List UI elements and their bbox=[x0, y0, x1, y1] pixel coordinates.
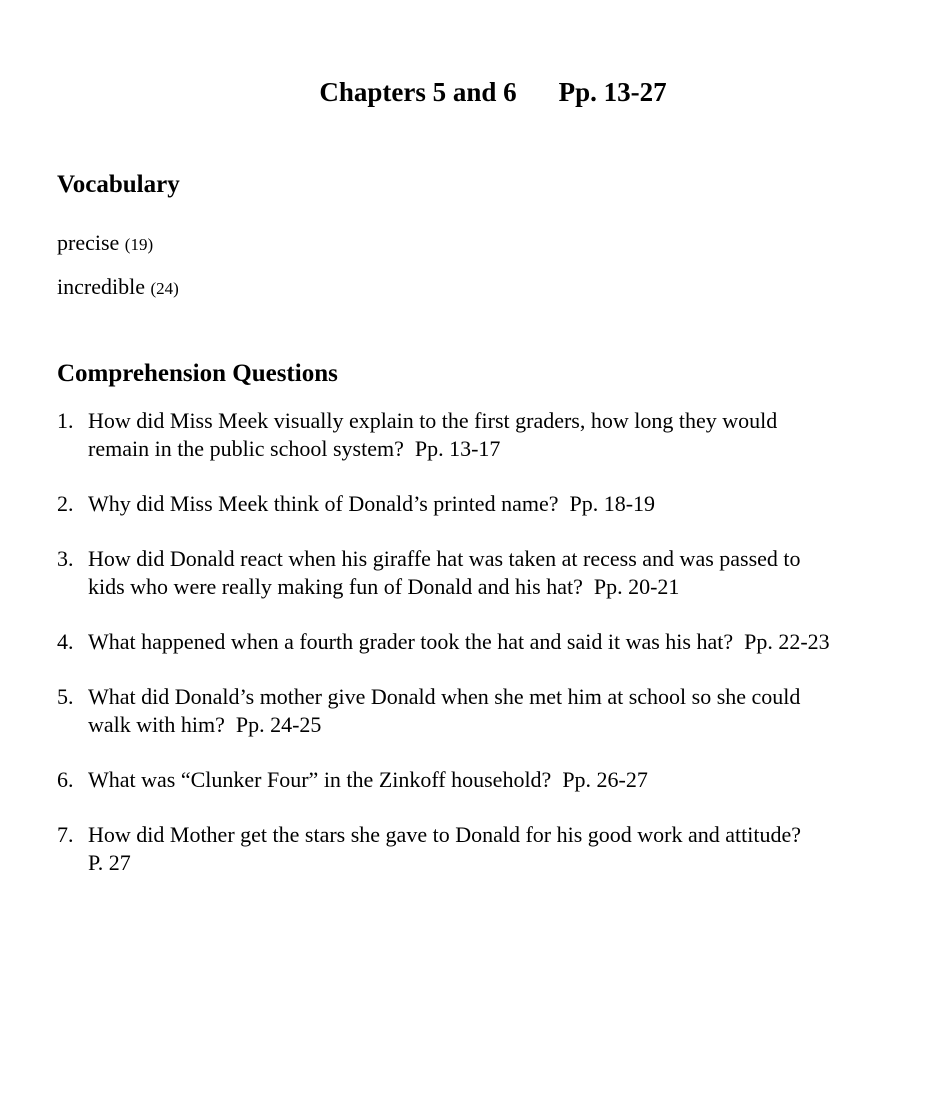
question-number: 6. bbox=[57, 767, 74, 792]
question-text bbox=[88, 766, 902, 794]
vocab-item bbox=[57, 230, 902, 258]
question-line: walk with him? Pp. 24-25 bbox=[88, 712, 322, 737]
question-line: What happened when a fourth grader took the hat and said it was his hat? Pp. 22-23 bbox=[88, 629, 830, 654]
vocab-item bbox=[57, 274, 902, 302]
question-item bbox=[57, 683, 902, 739]
question-line: How did Donald react when his giraffe hat was taken at recess and was passed to bbox=[88, 546, 801, 571]
question-item bbox=[57, 545, 902, 601]
vocabulary-heading: Vocabulary bbox=[57, 171, 180, 198]
question-number: 3. bbox=[57, 546, 74, 571]
question-line: kids who were really making fun of Donald and his hat? Pp. 20-21 bbox=[88, 574, 680, 599]
question-line: Why did Miss Meek think of Donald’s printed name? Pp. 18-19 bbox=[88, 491, 656, 516]
question-text bbox=[88, 628, 902, 656]
title-chapters: Chapters 5 and 6 bbox=[319, 77, 517, 107]
vocab-page-ref: (19) bbox=[124, 235, 154, 254]
question-number: 2. bbox=[57, 491, 74, 516]
vocab-word: incredible bbox=[57, 274, 145, 299]
question-line: How did Miss Meek visually explain to the first graders, how long they would bbox=[88, 408, 778, 433]
question-item bbox=[57, 490, 902, 518]
question-text bbox=[88, 683, 902, 739]
question-number: 5. bbox=[57, 684, 74, 709]
question-line: P. 27 bbox=[88, 850, 131, 875]
question-item bbox=[57, 821, 902, 877]
question-number: 4. bbox=[57, 629, 74, 654]
page-title bbox=[57, 46, 902, 139]
question-number: 7. bbox=[57, 822, 74, 847]
question-list bbox=[57, 407, 902, 877]
vocab-page-ref: (24) bbox=[150, 279, 179, 298]
question-item bbox=[57, 628, 902, 656]
question-line: remain in the public school system? Pp. 13-17 bbox=[88, 436, 501, 461]
title-page-range: Pp. 13-27 bbox=[558, 77, 667, 107]
vocab-word: precise bbox=[57, 230, 120, 255]
question-text bbox=[88, 407, 902, 463]
question-item bbox=[57, 766, 902, 794]
question-text bbox=[88, 821, 902, 877]
question-line: How did Mother get the stars she gave to Donald for his good work and attitude? bbox=[88, 822, 802, 847]
question-number: 1. bbox=[57, 408, 74, 433]
question-line: What did Donald’s mother give Donald when she met him at school so she could bbox=[88, 684, 801, 709]
comprehension-heading: Comprehension Questions bbox=[57, 360, 338, 387]
question-line: What was “Clunker Four” in the Zinkoff household? Pp. 26-27 bbox=[88, 767, 648, 792]
question-item bbox=[57, 407, 902, 463]
question-text bbox=[88, 490, 902, 518]
question-text bbox=[88, 545, 902, 601]
